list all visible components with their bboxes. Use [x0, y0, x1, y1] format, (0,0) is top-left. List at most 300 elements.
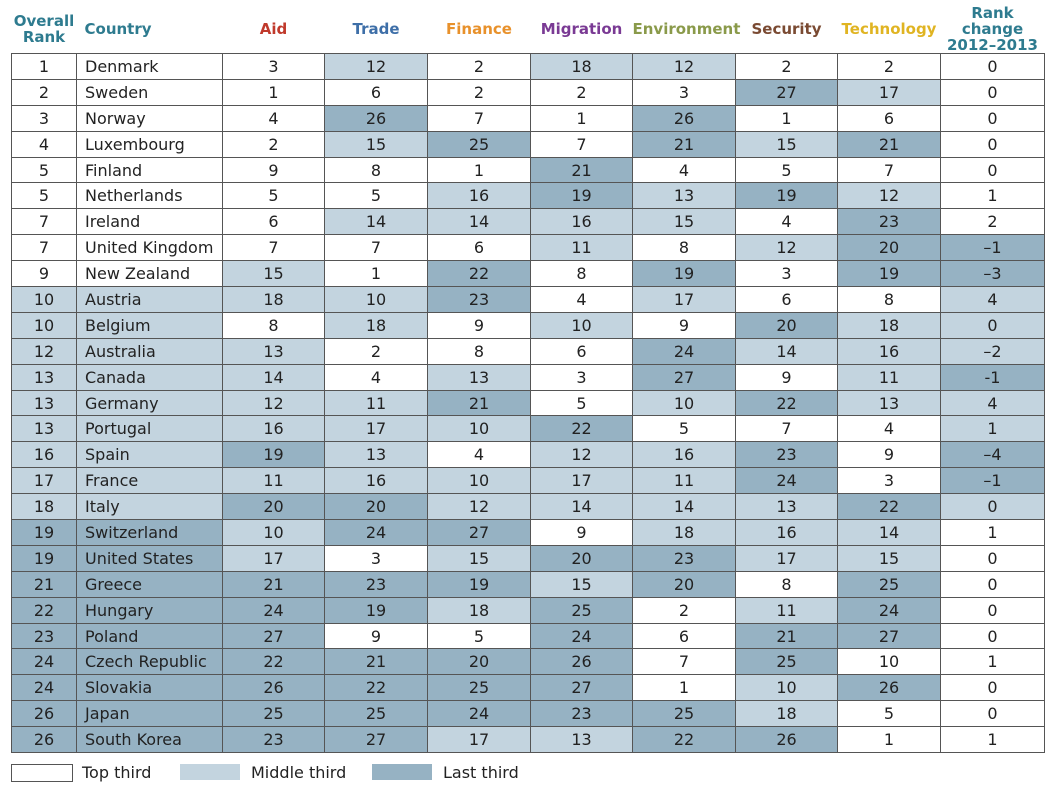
cell-technology: 17: [838, 79, 941, 105]
table-body: [12, 54, 1045, 753]
cell-trade: 7: [325, 235, 428, 261]
table-row: [12, 597, 1045, 623]
cell-finance: 20: [428, 649, 531, 675]
cell-finance: 23: [428, 287, 531, 313]
cell-country: Norway: [77, 105, 223, 131]
cell-trade: 1: [325, 261, 428, 287]
column-header-aid: [223, 5, 325, 54]
cell-aid: 14: [223, 364, 325, 390]
cell-security: 23: [736, 442, 838, 468]
cell-country: Japan: [77, 701, 223, 727]
cell-change: 0: [941, 675, 1045, 701]
table-row: [12, 54, 1045, 80]
table-row: [12, 287, 1045, 313]
cell-change: 0: [941, 105, 1045, 131]
cell-change: 1: [941, 183, 1045, 209]
column-header-text: Aid: [259, 20, 288, 38]
cell-rank: 10: [12, 312, 77, 338]
table-row: [12, 494, 1045, 520]
cell-change: 0: [941, 79, 1045, 105]
cell-trade: 4: [325, 364, 428, 390]
cell-change: 4: [941, 390, 1045, 416]
cell-finance: 22: [428, 261, 531, 287]
legend-label: Middle third: [251, 763, 347, 782]
cell-security: 11: [736, 597, 838, 623]
cell-change: 1: [941, 520, 1045, 546]
cell-technology: 23: [838, 209, 941, 235]
cell-trade: 5: [325, 183, 428, 209]
cell-technology: 9: [838, 442, 941, 468]
cell-technology: 4: [838, 416, 941, 442]
cell-migration: 21: [531, 157, 633, 183]
cell-rank: 13: [12, 364, 77, 390]
cell-security: 7: [736, 416, 838, 442]
cell-security: 1: [736, 105, 838, 131]
cell-environment: 14: [633, 494, 736, 520]
table-row: [12, 468, 1045, 494]
cell-change: 0: [941, 545, 1045, 571]
cell-rank: 3: [12, 105, 77, 131]
cell-security: 22: [736, 390, 838, 416]
cell-security: 3: [736, 261, 838, 287]
column-header-text: Rank change: [961, 4, 1024, 38]
cell-migration: 10: [531, 312, 633, 338]
cell-rank: 21: [12, 571, 77, 597]
cell-migration: 24: [531, 623, 633, 649]
cell-trade: 26: [325, 105, 428, 131]
cell-environment: 19: [633, 261, 736, 287]
cell-country: Greece: [77, 571, 223, 597]
cell-trade: 10: [325, 287, 428, 313]
cell-trade: 27: [325, 727, 428, 753]
cell-environment: 3: [633, 79, 736, 105]
cell-rank: 16: [12, 442, 77, 468]
cell-environment: 17: [633, 287, 736, 313]
cell-aid: 26: [223, 675, 325, 701]
cell-security: 17: [736, 545, 838, 571]
cell-aid: 4: [223, 105, 325, 131]
cell-environment: 10: [633, 390, 736, 416]
column-header-text: Environment: [632, 20, 741, 38]
cell-technology: 16: [838, 338, 941, 364]
column-header-text: 2012–2013: [947, 36, 1038, 54]
cell-environment: 12: [633, 54, 736, 80]
cell-trade: 13: [325, 442, 428, 468]
cell-finance: 5: [428, 623, 531, 649]
column-header-text: Technology: [841, 20, 937, 38]
cell-finance: 6: [428, 235, 531, 261]
cell-aid: 3: [223, 54, 325, 80]
cell-finance: 17: [428, 727, 531, 753]
cell-technology: 13: [838, 390, 941, 416]
cell-security: 4: [736, 209, 838, 235]
cell-rank: 26: [12, 701, 77, 727]
cell-aid: 19: [223, 442, 325, 468]
cell-migration: 5: [531, 390, 633, 416]
cell-security: 13: [736, 494, 838, 520]
cell-rank: 18: [12, 494, 77, 520]
cell-technology: 5: [838, 701, 941, 727]
cell-environment: 4: [633, 157, 736, 183]
cell-security: 18: [736, 701, 838, 727]
table-row: [12, 442, 1045, 468]
cell-finance: 24: [428, 701, 531, 727]
cell-change: 1: [941, 649, 1045, 675]
table-row: [12, 131, 1045, 157]
cell-environment: 11: [633, 468, 736, 494]
cell-technology: 24: [838, 597, 941, 623]
cell-aid: 13: [223, 338, 325, 364]
cell-trade: 3: [325, 545, 428, 571]
cell-country: Belgium: [77, 312, 223, 338]
cell-rank: 24: [12, 675, 77, 701]
cell-aid: 1: [223, 79, 325, 105]
legend-label: Top third: [82, 763, 152, 782]
cell-aid: 2: [223, 131, 325, 157]
cell-migration: 23: [531, 701, 633, 727]
cell-aid: 17: [223, 545, 325, 571]
cell-migration: 19: [531, 183, 633, 209]
cell-technology: 8: [838, 287, 941, 313]
cell-security: 21: [736, 623, 838, 649]
cell-finance: 16: [428, 183, 531, 209]
cell-finance: 12: [428, 494, 531, 520]
cell-rank: 22: [12, 597, 77, 623]
cell-finance: 21: [428, 390, 531, 416]
cell-technology: 6: [838, 105, 941, 131]
cell-environment: 18: [633, 520, 736, 546]
cell-security: 14: [736, 338, 838, 364]
cell-country: Czech Republic: [77, 649, 223, 675]
cell-change: –2: [941, 338, 1045, 364]
cell-country: Hungary: [77, 597, 223, 623]
cell-rank: 23: [12, 623, 77, 649]
table-row: [12, 261, 1045, 287]
cell-migration: 3: [531, 364, 633, 390]
cell-environment: 6: [633, 623, 736, 649]
cell-finance: 9: [428, 312, 531, 338]
cell-aid: 10: [223, 520, 325, 546]
cell-change: 2: [941, 209, 1045, 235]
column-header-finance: [428, 5, 531, 54]
cell-rank: 13: [12, 416, 77, 442]
cell-country: Germany: [77, 390, 223, 416]
table-row: [12, 701, 1045, 727]
cell-country: South Korea: [77, 727, 223, 753]
legend-swatch: [180, 764, 240, 780]
cell-security: 26: [736, 727, 838, 753]
cell-environment: 15: [633, 209, 736, 235]
cell-rank: 12: [12, 338, 77, 364]
cell-trade: 15: [325, 131, 428, 157]
cell-migration: 25: [531, 597, 633, 623]
cell-trade: 8: [325, 157, 428, 183]
cell-technology: 15: [838, 545, 941, 571]
cell-finance: 4: [428, 442, 531, 468]
cell-trade: 2: [325, 338, 428, 364]
cell-trade: 25: [325, 701, 428, 727]
table-row: [12, 157, 1045, 183]
legend-swatch: [372, 764, 432, 780]
cell-aid: 7: [223, 235, 325, 261]
cell-finance: 2: [428, 79, 531, 105]
cell-country: Canada: [77, 364, 223, 390]
cell-environment: 22: [633, 727, 736, 753]
cell-technology: 26: [838, 675, 941, 701]
cell-aid: 9: [223, 157, 325, 183]
cell-change: 0: [941, 312, 1045, 338]
cell-migration: 6: [531, 338, 633, 364]
cell-environment: 20: [633, 571, 736, 597]
cell-security: 24: [736, 468, 838, 494]
cell-technology: 2: [838, 54, 941, 80]
cell-technology: 27: [838, 623, 941, 649]
cell-trade: 17: [325, 416, 428, 442]
cell-environment: 8: [633, 235, 736, 261]
cell-country: Australia: [77, 338, 223, 364]
cell-finance: 19: [428, 571, 531, 597]
cell-change: –1: [941, 468, 1045, 494]
cell-change: 0: [941, 701, 1045, 727]
ranking-table-container: [11, 5, 1044, 753]
cell-migration: 9: [531, 520, 633, 546]
cell-finance: 25: [428, 675, 531, 701]
column-header-country: [77, 5, 223, 54]
cell-trade: 12: [325, 54, 428, 80]
cell-technology: 7: [838, 157, 941, 183]
cell-country: Spain: [77, 442, 223, 468]
cell-migration: 4: [531, 287, 633, 313]
cell-finance: 13: [428, 364, 531, 390]
cell-migration: 7: [531, 131, 633, 157]
cell-country: Ireland: [77, 209, 223, 235]
cell-country: United Kingdom: [77, 235, 223, 261]
cell-country: Denmark: [77, 54, 223, 80]
cell-change: 0: [941, 623, 1045, 649]
cell-finance: 1: [428, 157, 531, 183]
cell-aid: 18: [223, 287, 325, 313]
column-header-text: Security: [751, 20, 822, 38]
cell-rank: 5: [12, 183, 77, 209]
cell-finance: 10: [428, 468, 531, 494]
cell-environment: 1: [633, 675, 736, 701]
cell-migration: 2: [531, 79, 633, 105]
cell-trade: 24: [325, 520, 428, 546]
table-row: [12, 183, 1045, 209]
cell-environment: 16: [633, 442, 736, 468]
cell-change: 1: [941, 416, 1045, 442]
cell-country: Luxembourg: [77, 131, 223, 157]
cell-technology: 18: [838, 312, 941, 338]
ranking-table: [11, 5, 1045, 753]
cell-finance: 27: [428, 520, 531, 546]
column-header-migration: [531, 5, 633, 54]
cell-country: Netherlands: [77, 183, 223, 209]
cell-security: 9: [736, 364, 838, 390]
cell-migration: 8: [531, 261, 633, 287]
cell-technology: 12: [838, 183, 941, 209]
cell-aid: 11: [223, 468, 325, 494]
cell-country: Slovakia: [77, 675, 223, 701]
cell-migration: 26: [531, 649, 633, 675]
cell-security: 19: [736, 183, 838, 209]
table-row: [12, 235, 1045, 261]
cell-rank: 24: [12, 649, 77, 675]
cell-technology: 1: [838, 727, 941, 753]
cell-environment: 7: [633, 649, 736, 675]
cell-change: –1: [941, 235, 1045, 261]
column-header-technology: [838, 5, 941, 54]
cell-technology: 20: [838, 235, 941, 261]
cell-environment: 27: [633, 364, 736, 390]
cell-country: France: [77, 468, 223, 494]
cell-rank: 4: [12, 131, 77, 157]
cell-rank: 26: [12, 727, 77, 753]
column-header-trade: [325, 5, 428, 54]
legend-swatch: [11, 764, 73, 782]
cell-change: –4: [941, 442, 1045, 468]
cell-security: 15: [736, 131, 838, 157]
cell-aid: 16: [223, 416, 325, 442]
table-row: [12, 209, 1045, 235]
column-header-text: Rank: [22, 28, 66, 46]
cell-aid: 12: [223, 390, 325, 416]
cell-technology: 21: [838, 131, 941, 157]
table-row: [12, 312, 1045, 338]
table-header-row: [12, 5, 1045, 54]
cell-trade: 21: [325, 649, 428, 675]
cell-finance: 2: [428, 54, 531, 80]
cell-security: 8: [736, 571, 838, 597]
cell-aid: 22: [223, 649, 325, 675]
cell-change: 1: [941, 727, 1045, 753]
cell-change: 4: [941, 287, 1045, 313]
cell-finance: 7: [428, 105, 531, 131]
cell-aid: 27: [223, 623, 325, 649]
cell-finance: 8: [428, 338, 531, 364]
cell-aid: 20: [223, 494, 325, 520]
table-row: [12, 545, 1045, 571]
cell-rank: 10: [12, 287, 77, 313]
cell-migration: 16: [531, 209, 633, 235]
cell-technology: 11: [838, 364, 941, 390]
cell-change: 0: [941, 571, 1045, 597]
cell-change: 0: [941, 54, 1045, 80]
cell-country: Sweden: [77, 79, 223, 105]
cell-migration: 1: [531, 105, 633, 131]
cell-migration: 11: [531, 235, 633, 261]
cell-change: –3: [941, 261, 1045, 287]
cell-rank: 19: [12, 520, 77, 546]
cell-security: 6: [736, 287, 838, 313]
cell-rank: 7: [12, 235, 77, 261]
cell-country: Finland: [77, 157, 223, 183]
cell-trade: 6: [325, 79, 428, 105]
cell-environment: 26: [633, 105, 736, 131]
cell-trade: 16: [325, 468, 428, 494]
cell-environment: 21: [633, 131, 736, 157]
legend-label: Last third: [443, 763, 519, 782]
cell-rank: 19: [12, 545, 77, 571]
cell-trade: 20: [325, 494, 428, 520]
cell-aid: 5: [223, 183, 325, 209]
cell-finance: 14: [428, 209, 531, 235]
table-row: [12, 364, 1045, 390]
cell-trade: 22: [325, 675, 428, 701]
cell-change: 0: [941, 157, 1045, 183]
cell-security: 27: [736, 79, 838, 105]
cell-security: 16: [736, 520, 838, 546]
cell-aid: 8: [223, 312, 325, 338]
cell-trade: 9: [325, 623, 428, 649]
table-row: [12, 571, 1045, 597]
cell-rank: 2: [12, 79, 77, 105]
table-row: [12, 520, 1045, 546]
cell-environment: 25: [633, 701, 736, 727]
cell-migration: 17: [531, 468, 633, 494]
cell-security: 20: [736, 312, 838, 338]
table-row: [12, 105, 1045, 131]
cell-technology: 22: [838, 494, 941, 520]
cell-environment: 5: [633, 416, 736, 442]
cell-aid: 21: [223, 571, 325, 597]
cell-trade: 19: [325, 597, 428, 623]
cell-change: 0: [941, 597, 1045, 623]
cell-change: 0: [941, 494, 1045, 520]
column-header-change: [941, 5, 1045, 54]
column-header-text: Country: [84, 20, 152, 38]
cell-trade: 18: [325, 312, 428, 338]
table-row: [12, 79, 1045, 105]
cell-rank: 5: [12, 157, 77, 183]
cell-rank: 13: [12, 390, 77, 416]
table-row: [12, 416, 1045, 442]
cell-technology: 3: [838, 468, 941, 494]
column-header-text: Overall: [13, 12, 75, 30]
table-row: [12, 338, 1045, 364]
cell-finance: 25: [428, 131, 531, 157]
cell-security: 10: [736, 675, 838, 701]
cell-environment: 2: [633, 597, 736, 623]
cell-aid: 6: [223, 209, 325, 235]
cell-migration: 22: [531, 416, 633, 442]
cell-country: Switzerland: [77, 520, 223, 546]
cell-country: United States: [77, 545, 223, 571]
cell-environment: 9: [633, 312, 736, 338]
table-row: [12, 649, 1045, 675]
cell-migration: 27: [531, 675, 633, 701]
column-header-environment: [632, 5, 741, 54]
column-header-rank: [12, 5, 77, 54]
cell-country: Poland: [77, 623, 223, 649]
cell-rank: 17: [12, 468, 77, 494]
cell-environment: 23: [633, 545, 736, 571]
cell-finance: 10: [428, 416, 531, 442]
cell-country: New Zealand: [77, 261, 223, 287]
cell-technology: 25: [838, 571, 941, 597]
cell-technology: 10: [838, 649, 941, 675]
cell-security: 25: [736, 649, 838, 675]
cell-technology: 14: [838, 520, 941, 546]
table-row: [12, 675, 1045, 701]
table-row: [12, 390, 1045, 416]
cell-aid: 15: [223, 261, 325, 287]
cell-finance: 18: [428, 597, 531, 623]
cell-trade: 14: [325, 209, 428, 235]
cell-change: 0: [941, 131, 1045, 157]
cell-environment: 24: [633, 338, 736, 364]
cell-rank: 1: [12, 54, 77, 80]
